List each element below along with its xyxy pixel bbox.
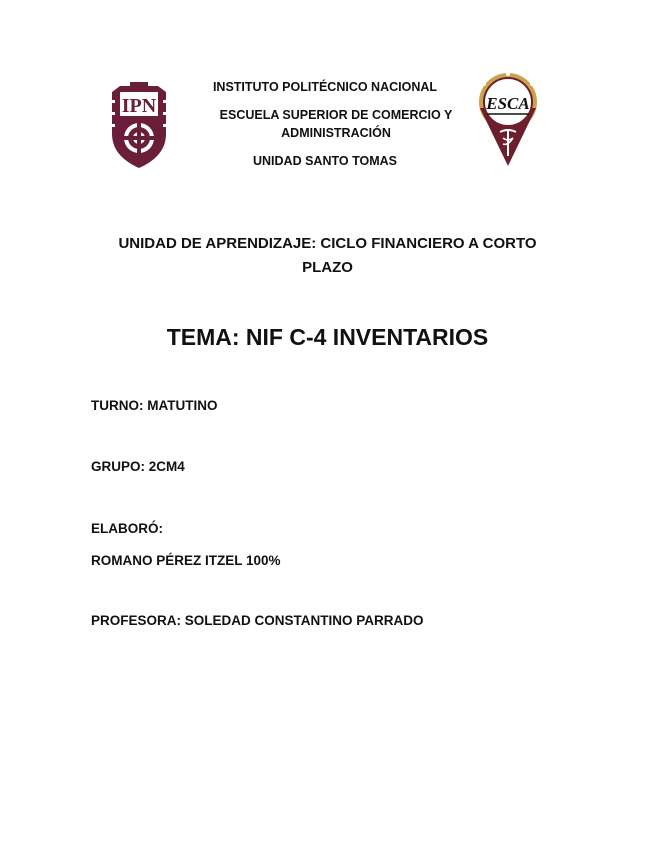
unit-name: UNIDAD SANTO TOMAS (253, 154, 397, 168)
subject-line-2: PLAZO (302, 259, 353, 276)
ipn-logo (108, 82, 170, 170)
header-block (180, 78, 470, 170)
school-name-line-1: ESCUELA SUPERIOR DE COMERCIO Y (219, 108, 453, 122)
institution-name: INSTITUTO POLITÉCNICO NACIONAL (212, 80, 438, 94)
profesora-field: PROFESORA: SOLEDAD CONSTANTINO PARRADO (91, 613, 424, 628)
school-name-line-2: ADMINISTRACIÓN (281, 126, 391, 140)
turno-field: TURNO: MATUTINO (91, 398, 218, 413)
subject-line-1: UNIDAD DE APRENDIZAJE: CICLO FINANCIERO A CORTO (118, 235, 537, 252)
ipn-logo-text: IPN (121, 95, 157, 117)
topic-title: TEMA: NIF C-4 INVENTARIOS (166, 324, 489, 350)
elaboro-label: ELABORÓ: (91, 521, 163, 536)
esca-logo (472, 72, 544, 168)
subject-title (90, 232, 565, 280)
esca-logo-text: ESCA (486, 94, 530, 113)
grupo-field: GRUPO: 2CM4 (91, 459, 185, 474)
student-name: ROMANO PÉREZ ITZEL 100% (91, 553, 281, 568)
